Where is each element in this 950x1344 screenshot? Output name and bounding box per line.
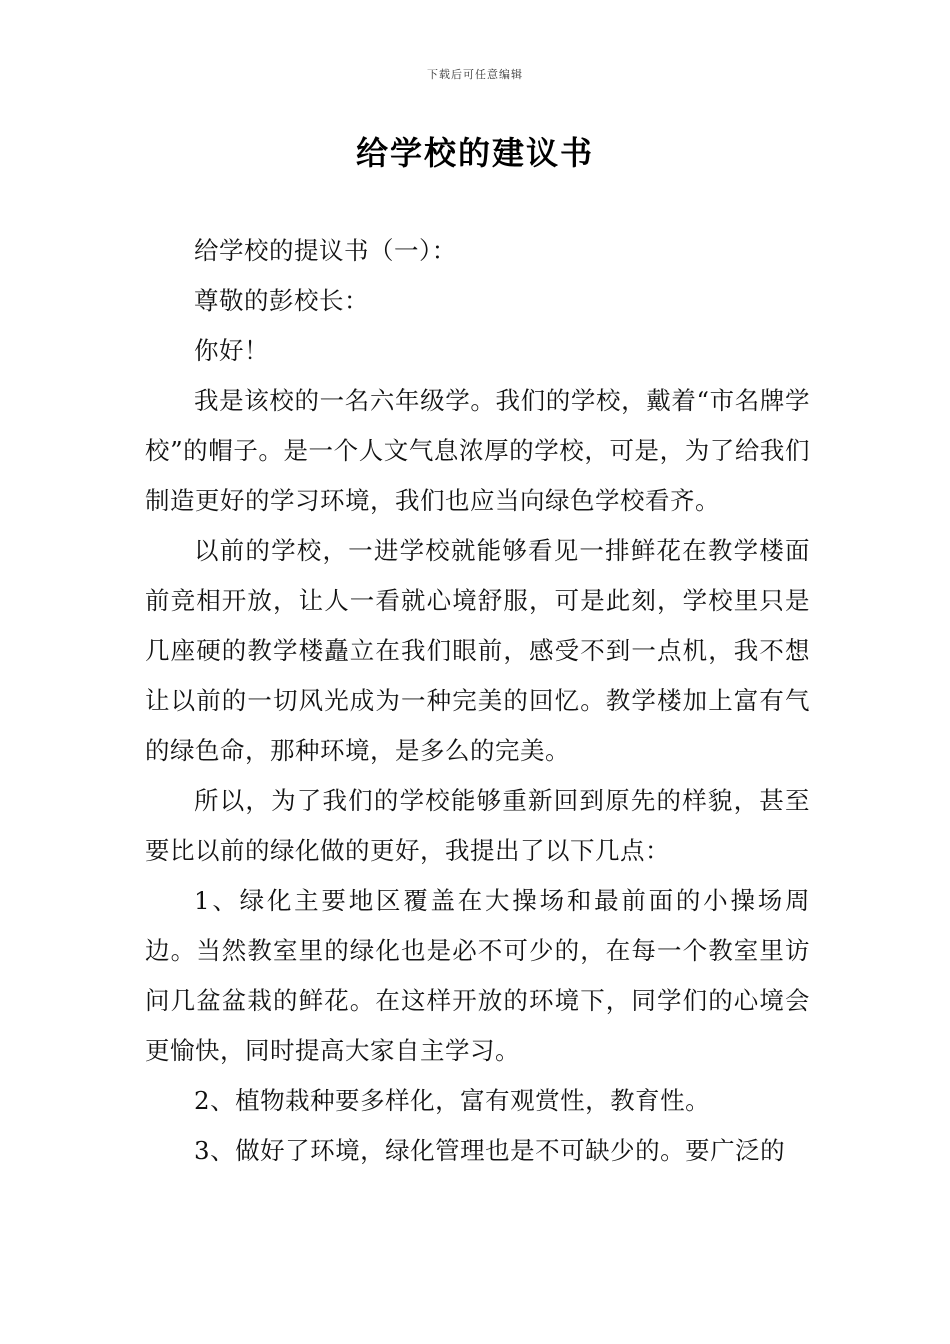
- paragraph-point-2: 2、植物栽种要多样化，富有观赏性，教育性。: [194, 1086, 711, 1115]
- paragraph-past: 以前的学校，一进学校就能够看见一排鲜花在教学楼面前竞相开放，让人一看就心境舒服，可是此刻，学校里只是几座硬的教学楼矗立在我们眼前，感受不到一点机，我不想让以前的一切风光成为一种完美的回忆。教学楼加上富有气的绿色命，那种环境，是多么的完美。: [145, 536, 810, 765]
- document-body: [145, 226, 810, 1176]
- paragraph-greeting: 你好！: [194, 336, 269, 365]
- paragraph-salutation: 尊敬的彭校长：: [194, 286, 369, 315]
- header-note: 下载后可任意编辑: [427, 68, 523, 81]
- document-title: 给学校的建议书: [355, 134, 594, 172]
- paragraph-proposal: 所以，为了我们的学校能够重新回到原先的样貌，甚至要比以前的绿化做的更好，我提出了以下几点：: [145, 786, 810, 865]
- paragraph-heading: 给学校的提议书（一）：: [194, 236, 457, 265]
- paragraph-point-3: 3、做好了环境，绿化管理也是不可缺少的。要广泛的: [194, 1136, 786, 1165]
- paragraph-intro: 我是该校的一名六年级学。我们的学校，戴着“市名牌学校”的帽子。是一个人文气息浓厚的学校，可是，为了给我们制造更好的学习环境，我们也应当向绿色学校看齐。: [145, 386, 810, 515]
- paragraph-point-1: 1、绿化主要地区覆盖在大操场和最前面的小操场周边。当然教室里的绿化也是必不可少的，在每一个教室里访问几盆盆栽的鲜花。在这样开放的环境下，同学们的心境会更愉快，同时提高大家自主学习。: [145, 886, 810, 1065]
